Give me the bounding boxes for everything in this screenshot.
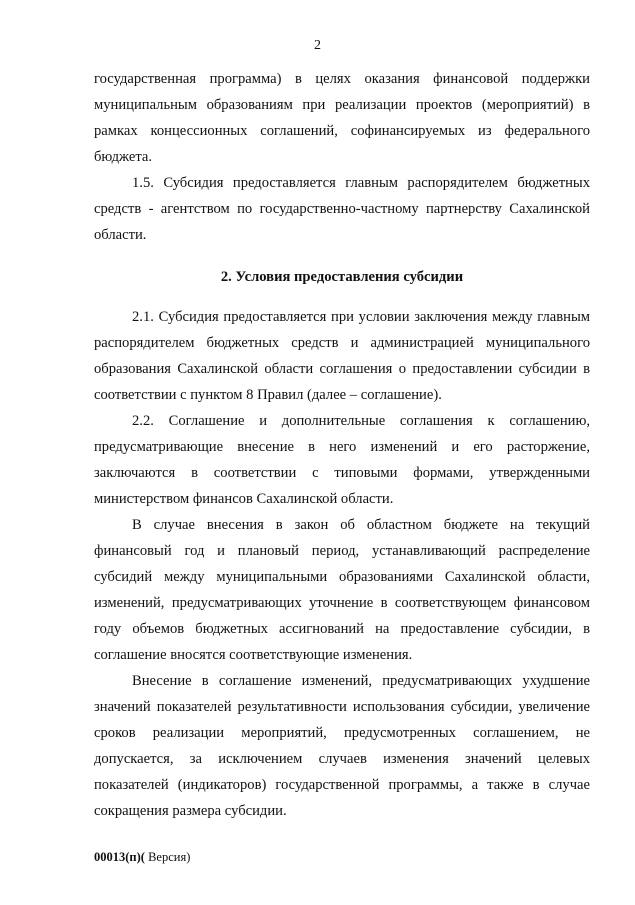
footer-version: Версия) (144, 850, 191, 864)
paragraph-continuation: государственная программа) в целях оказания финансовой поддержки муниципальным образованиям при реализации проектов (мероприятий) в рамках концессионных соглашений, софинансируемых из федерального бюджета. (94, 71, 590, 165)
paragraph-2-2: 2.2. Соглашение и дополнительные соглашения к соглашению, предусматривающие внесение в него изменений и его расторжение, заключаются в соответствии с типовыми формами, утвержденными министерством финансов Сахалинской области. (94, 413, 590, 507)
paragraph-agreement-changes: Внесение в соглашение изменений, предусматривающих ухудшение значений показателей результативности использования субсидии, увеличение сроков реализации мероприятий, предусмотренных соглашением, не допускается, за исключением случаев изменения значений целевых показателей (индикаторов) государственной программы, а также в случае сокращения размера субсидии. (94, 673, 590, 819)
document-footer-code (94, 850, 190, 865)
paragraph-2-1: 2.1. Субсидия предоставляется при условии заключения между главным распорядителем бюджетных средств и администрацией муниципального образования Сахалинской области соглашения о предоставлении субсидии в соответствии с пунктом 8 Правил (далее – соглашение). (94, 309, 590, 403)
footer-code: 00013(п)( (94, 850, 145, 864)
document-body (94, 66, 590, 824)
paragraph-1-5: 1.5. Субсидия предоставляется главным распорядителем бюджетных средств - агентством по государственно-частному партнерству Сахалинской области. (94, 175, 590, 243)
page-number: 2 (314, 38, 321, 53)
paragraph-budget-changes: В случае внесения в закон об областном бюджете на текущий финансовый год и плановый период, устанавливающий распределение субсидий между муниципальными образованиями Сахалинской области, изменений, предусматривающих уточнение в соответствующем финансовом году объемов бюджетных ассигнований на предоставление субсидии, в соглашение вносятся соответствующие изменения. (94, 517, 590, 663)
section-heading-2: 2. Условия предоставления субсидии (220, 269, 464, 285)
